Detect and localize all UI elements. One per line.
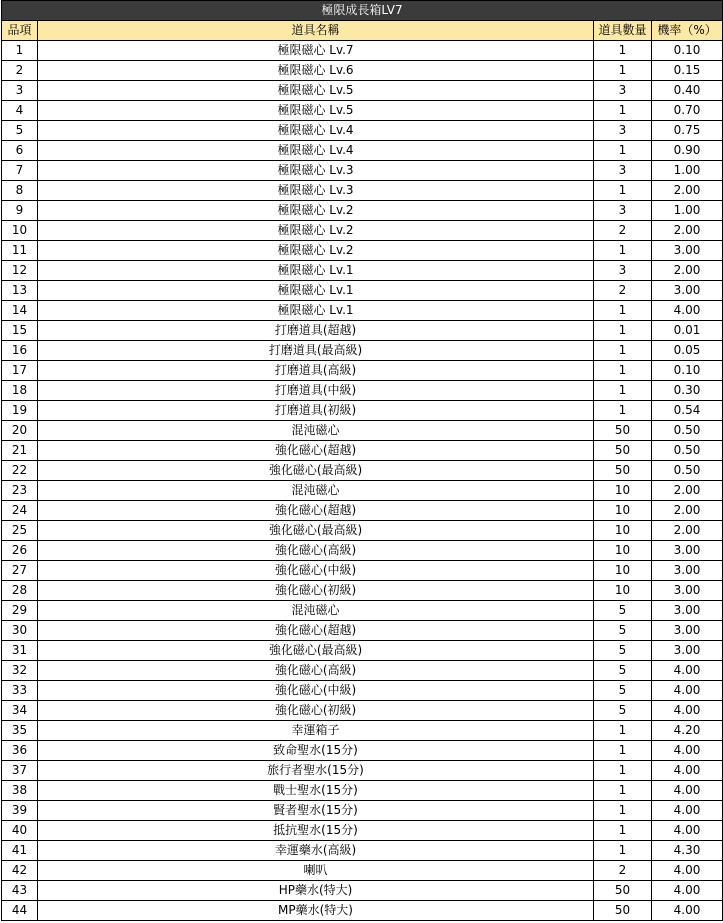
table-row <box>2 261 723 281</box>
table-row <box>2 81 723 101</box>
row-quantity-cell: 1 <box>594 141 652 161</box>
table-row <box>2 361 723 381</box>
row-item-name-cell: 打磨道具(中級) <box>38 381 594 401</box>
table-row <box>2 741 723 761</box>
row-item-name-cell: 強化磁心(中級) <box>38 561 594 581</box>
row-item-name-cell: 強化磁心(高級) <box>38 541 594 561</box>
row-quantity-cell: 5 <box>594 641 652 661</box>
row-item-name-cell: 混沌磁心 <box>38 601 594 621</box>
row-rate-cell: 4.00 <box>652 681 723 701</box>
row-rate-cell: 3.00 <box>652 641 723 661</box>
row-rate-cell: 0.75 <box>652 121 723 141</box>
row-item-name-cell: 打磨道具(初級) <box>38 401 594 421</box>
row-item-name-cell: 打磨道具(最高級) <box>38 341 594 361</box>
row-rate-cell: 4.00 <box>652 301 723 321</box>
row-index-cell: 12 <box>2 261 38 281</box>
row-index-cell: 5 <box>2 121 38 141</box>
header-item-name: 道具名稱 <box>38 21 594 41</box>
row-index-cell: 13 <box>2 281 38 301</box>
row-item-name-cell: 強化磁心(初級) <box>38 701 594 721</box>
row-rate-cell: 0.40 <box>652 81 723 101</box>
row-rate-cell: 3.00 <box>652 281 723 301</box>
row-quantity-cell: 5 <box>594 681 652 701</box>
row-index-cell: 18 <box>2 381 38 401</box>
title-row <box>2 1 723 21</box>
row-rate-cell: 2.00 <box>652 521 723 541</box>
row-quantity-cell: 3 <box>594 121 652 141</box>
row-quantity-cell: 1 <box>594 781 652 801</box>
row-index-cell: 14 <box>2 301 38 321</box>
table-row <box>2 161 723 181</box>
row-quantity-cell: 1 <box>594 241 652 261</box>
row-rate-cell: 3.00 <box>652 581 723 601</box>
row-rate-cell: 2.00 <box>652 181 723 201</box>
row-quantity-cell: 2 <box>594 281 652 301</box>
row-item-name-cell: 強化磁心(高級) <box>38 661 594 681</box>
table-row <box>2 841 723 861</box>
row-rate-cell: 0.50 <box>652 421 723 441</box>
table-row <box>2 641 723 661</box>
row-quantity-cell: 2 <box>594 221 652 241</box>
row-item-name-cell: MP藥水(特大) <box>38 901 594 921</box>
table-row <box>2 861 723 881</box>
row-quantity-cell: 2 <box>594 861 652 881</box>
table-row <box>2 521 723 541</box>
row-index-cell: 26 <box>2 541 38 561</box>
row-index-cell: 38 <box>2 781 38 801</box>
table-row <box>2 881 723 901</box>
row-item-name-cell: 極限磁心 Lv.2 <box>38 221 594 241</box>
row-index-cell: 17 <box>2 361 38 381</box>
row-index-cell: 20 <box>2 421 38 441</box>
row-rate-cell: 3.00 <box>652 541 723 561</box>
table-row <box>2 141 723 161</box>
row-item-name-cell: 強化磁心(超越) <box>38 441 594 461</box>
row-item-name-cell: 極限磁心 Lv.4 <box>38 141 594 161</box>
row-rate-cell: 1.00 <box>652 161 723 181</box>
row-quantity-cell: 10 <box>594 521 652 541</box>
table-row <box>2 341 723 361</box>
row-item-name-cell: 賢者聖水(15分) <box>38 801 594 821</box>
table-row <box>2 241 723 261</box>
row-quantity-cell: 10 <box>594 581 652 601</box>
table-row <box>2 761 723 781</box>
row-rate-cell: 4.00 <box>652 861 723 881</box>
row-quantity-cell: 1 <box>594 821 652 841</box>
row-index-cell: 35 <box>2 721 38 741</box>
row-index-cell: 31 <box>2 641 38 661</box>
row-item-name-cell: 幸運箱子 <box>38 721 594 741</box>
table-row <box>2 701 723 721</box>
row-rate-cell: 0.70 <box>652 101 723 121</box>
row-rate-cell: 3.00 <box>652 561 723 581</box>
row-item-name-cell: 極限磁心 Lv.1 <box>38 281 594 301</box>
row-item-name-cell: 極限磁心 Lv.3 <box>38 181 594 201</box>
row-quantity-cell: 1 <box>594 761 652 781</box>
row-quantity-cell: 1 <box>594 361 652 381</box>
table-row <box>2 501 723 521</box>
row-quantity-cell: 1 <box>594 741 652 761</box>
row-quantity-cell: 3 <box>594 261 652 281</box>
row-rate-cell: 0.15 <box>652 61 723 81</box>
row-rate-cell: 0.54 <box>652 401 723 421</box>
row-item-name-cell: HP藥水(特大) <box>38 881 594 901</box>
row-rate-cell: 4.00 <box>652 701 723 721</box>
row-rate-cell: 4.00 <box>652 901 723 921</box>
table-row <box>2 541 723 561</box>
row-rate-cell: 1.00 <box>652 201 723 221</box>
table-row <box>2 781 723 801</box>
row-rate-cell: 4.00 <box>652 741 723 761</box>
row-quantity-cell: 50 <box>594 441 652 461</box>
table-row <box>2 581 723 601</box>
row-rate-cell: 0.50 <box>652 461 723 481</box>
row-index-cell: 10 <box>2 221 38 241</box>
row-index-cell: 33 <box>2 681 38 701</box>
row-item-name-cell: 喇叭 <box>38 861 594 881</box>
table-title: 極限成長箱LV7 <box>2 1 723 21</box>
row-item-name-cell: 極限磁心 Lv.2 <box>38 201 594 221</box>
row-index-cell: 16 <box>2 341 38 361</box>
row-quantity-cell: 1 <box>594 101 652 121</box>
table-row <box>2 41 723 61</box>
row-quantity-cell: 50 <box>594 461 652 481</box>
row-quantity-cell: 3 <box>594 81 652 101</box>
row-index-cell: 2 <box>2 61 38 81</box>
table-body <box>2 41 723 921</box>
row-item-name-cell: 強化磁心(最高級) <box>38 641 594 661</box>
row-quantity-cell: 1 <box>594 321 652 341</box>
row-index-cell: 40 <box>2 821 38 841</box>
row-quantity-cell: 5 <box>594 601 652 621</box>
row-item-name-cell: 極限磁心 Lv.2 <box>38 241 594 261</box>
row-index-cell: 28 <box>2 581 38 601</box>
row-index-cell: 34 <box>2 701 38 721</box>
row-item-name-cell: 強化磁心(最高級) <box>38 461 594 481</box>
row-item-name-cell: 極限磁心 Lv.4 <box>38 121 594 141</box>
row-item-name-cell: 戰士聖水(15分) <box>38 781 594 801</box>
table-row <box>2 281 723 301</box>
table-row <box>2 321 723 341</box>
row-item-name-cell: 強化磁心(超越) <box>38 501 594 521</box>
row-quantity-cell: 1 <box>594 381 652 401</box>
row-item-name-cell: 打磨道具(高級) <box>38 361 594 381</box>
row-item-name-cell: 極限磁心 Lv.1 <box>38 301 594 321</box>
table-row <box>2 461 723 481</box>
table-row <box>2 201 723 221</box>
row-item-name-cell: 致命聖水(15分) <box>38 741 594 761</box>
row-item-name-cell: 極限磁心 Lv.7 <box>38 41 594 61</box>
row-index-cell: 42 <box>2 861 38 881</box>
row-index-cell: 44 <box>2 901 38 921</box>
table-row <box>2 401 723 421</box>
row-item-name-cell: 混沌磁心 <box>38 421 594 441</box>
row-rate-cell: 0.30 <box>652 381 723 401</box>
row-item-name-cell: 混沌磁心 <box>38 481 594 501</box>
row-index-cell: 23 <box>2 481 38 501</box>
row-index-cell: 7 <box>2 161 38 181</box>
row-quantity-cell: 1 <box>594 41 652 61</box>
table-row <box>2 121 723 141</box>
row-quantity-cell: 3 <box>594 161 652 181</box>
row-index-cell: 36 <box>2 741 38 761</box>
row-item-name-cell: 強化磁心(最高級) <box>38 521 594 541</box>
row-item-name-cell: 極限磁心 Lv.1 <box>38 261 594 281</box>
row-rate-cell: 4.00 <box>652 801 723 821</box>
row-index-cell: 27 <box>2 561 38 581</box>
row-quantity-cell: 10 <box>594 501 652 521</box>
row-rate-cell: 4.00 <box>652 781 723 801</box>
table-row <box>2 381 723 401</box>
row-rate-cell: 2.00 <box>652 481 723 501</box>
row-rate-cell: 2.00 <box>652 261 723 281</box>
table-row <box>2 61 723 81</box>
row-rate-cell: 4.00 <box>652 821 723 841</box>
header-quantity: 道具數量 <box>594 21 652 41</box>
row-quantity-cell: 5 <box>594 661 652 681</box>
row-item-name-cell: 強化磁心(初級) <box>38 581 594 601</box>
table-row <box>2 601 723 621</box>
row-index-cell: 39 <box>2 801 38 821</box>
table-row <box>2 621 723 641</box>
row-rate-cell: 4.00 <box>652 761 723 781</box>
row-rate-cell: 3.00 <box>652 241 723 261</box>
row-index-cell: 24 <box>2 501 38 521</box>
row-quantity-cell: 5 <box>594 621 652 641</box>
row-index-cell: 4 <box>2 101 38 121</box>
table-row <box>2 801 723 821</box>
table-row <box>2 721 723 741</box>
table-row <box>2 301 723 321</box>
row-rate-cell: 2.00 <box>652 221 723 241</box>
row-quantity-cell: 1 <box>594 61 652 81</box>
row-rate-cell: 4.00 <box>652 661 723 681</box>
row-quantity-cell: 1 <box>594 721 652 741</box>
row-quantity-cell: 1 <box>594 181 652 201</box>
row-quantity-cell: 10 <box>594 541 652 561</box>
row-item-name-cell: 打磨道具(超越) <box>38 321 594 341</box>
header-row <box>2 21 723 41</box>
drop-rate-sheet <box>1 0 722 921</box>
table-row <box>2 481 723 501</box>
row-rate-cell: 4.00 <box>652 881 723 901</box>
row-index-cell: 37 <box>2 761 38 781</box>
table-row <box>2 821 723 841</box>
row-rate-cell: 0.50 <box>652 441 723 461</box>
drop-rate-table <box>1 0 723 921</box>
table-row <box>2 661 723 681</box>
row-index-cell: 11 <box>2 241 38 261</box>
row-quantity-cell: 10 <box>594 481 652 501</box>
row-index-cell: 22 <box>2 461 38 481</box>
row-quantity-cell: 1 <box>594 801 652 821</box>
row-index-cell: 30 <box>2 621 38 641</box>
row-rate-cell: 0.05 <box>652 341 723 361</box>
row-item-name-cell: 極限磁心 Lv.5 <box>38 101 594 121</box>
table-row <box>2 101 723 121</box>
row-index-cell: 29 <box>2 601 38 621</box>
row-quantity-cell: 1 <box>594 341 652 361</box>
row-rate-cell: 0.90 <box>652 141 723 161</box>
row-rate-cell: 3.00 <box>652 601 723 621</box>
row-rate-cell: 2.00 <box>652 501 723 521</box>
table-row <box>2 221 723 241</box>
row-quantity-cell: 5 <box>594 701 652 721</box>
row-item-name-cell: 極限磁心 Lv.3 <box>38 161 594 181</box>
row-index-cell: 3 <box>2 81 38 101</box>
row-quantity-cell: 1 <box>594 301 652 321</box>
row-rate-cell: 0.10 <box>652 41 723 61</box>
row-rate-cell: 4.30 <box>652 841 723 861</box>
table-row <box>2 441 723 461</box>
row-item-name-cell: 旅行者聖水(15分) <box>38 761 594 781</box>
table-row <box>2 421 723 441</box>
table-row <box>2 561 723 581</box>
row-index-cell: 15 <box>2 321 38 341</box>
row-rate-cell: 0.10 <box>652 361 723 381</box>
row-index-cell: 43 <box>2 881 38 901</box>
row-item-name-cell: 抵抗聖水(15分) <box>38 821 594 841</box>
table-row <box>2 901 723 921</box>
row-item-name-cell: 幸運藥水(高級) <box>38 841 594 861</box>
row-index-cell: 6 <box>2 141 38 161</box>
row-index-cell: 25 <box>2 521 38 541</box>
row-rate-cell: 4.20 <box>652 721 723 741</box>
row-index-cell: 9 <box>2 201 38 221</box>
row-index-cell: 8 <box>2 181 38 201</box>
row-item-name-cell: 極限磁心 Lv.6 <box>38 61 594 81</box>
row-quantity-cell: 50 <box>594 881 652 901</box>
row-quantity-cell: 3 <box>594 201 652 221</box>
row-quantity-cell: 50 <box>594 901 652 921</box>
row-index-cell: 19 <box>2 401 38 421</box>
row-item-name-cell: 強化磁心(中級) <box>38 681 594 701</box>
row-quantity-cell: 1 <box>594 841 652 861</box>
row-quantity-cell: 1 <box>594 401 652 421</box>
table-row <box>2 681 723 701</box>
table-row <box>2 181 723 201</box>
row-index-cell: 21 <box>2 441 38 461</box>
row-index-cell: 1 <box>2 41 38 61</box>
header-rate: 機率（%） <box>652 21 723 41</box>
row-rate-cell: 0.01 <box>652 321 723 341</box>
row-item-name-cell: 強化磁心(超越) <box>38 621 594 641</box>
header-index: 品項 <box>2 21 38 41</box>
row-quantity-cell: 10 <box>594 561 652 581</box>
row-item-name-cell: 極限磁心 Lv.5 <box>38 81 594 101</box>
row-index-cell: 32 <box>2 661 38 681</box>
row-quantity-cell: 50 <box>594 421 652 441</box>
row-rate-cell: 3.00 <box>652 621 723 641</box>
row-index-cell: 41 <box>2 841 38 861</box>
